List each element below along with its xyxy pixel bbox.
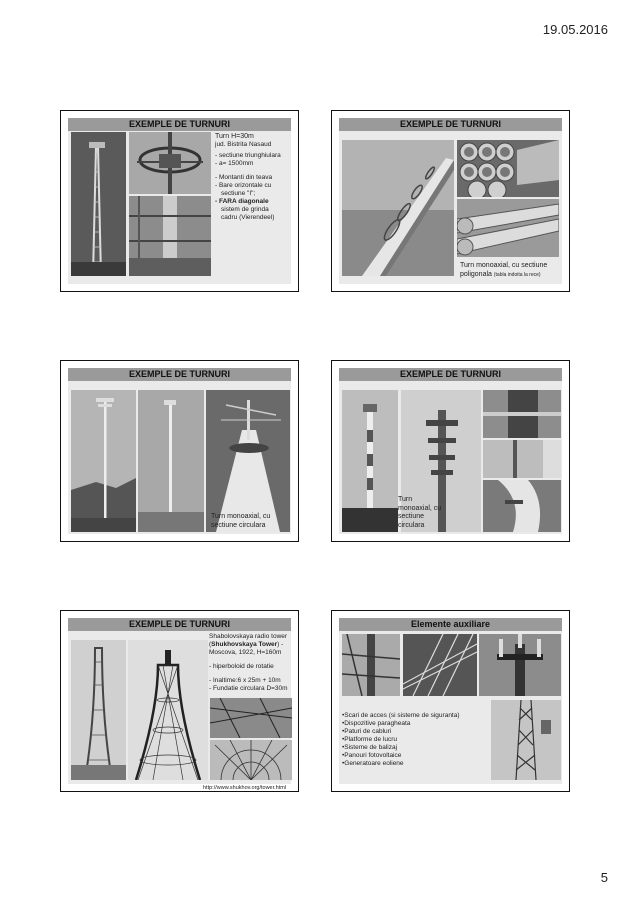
slide-6-list (342, 712, 492, 768)
photo-lattice-tower (71, 132, 126, 276)
source-url[interactable]: http://www.shukhov.org/tower.html (203, 785, 287, 791)
slide-2-title: EXEMPLE DE TURNURI (339, 118, 562, 131)
text-line: Turn H=30m (215, 133, 254, 140)
slide-2-caption (460, 262, 560, 279)
list-item: •Platforme de lucru (342, 736, 398, 743)
slide-1-title: EXEMPLE DE TURNURI (68, 118, 291, 131)
photo-lamp-mast-1 (71, 390, 136, 532)
slide-6-body (339, 618, 562, 784)
text-fragment: ) - (277, 641, 284, 648)
page-number: 5 (600, 870, 608, 885)
photo-striped-mast (342, 390, 398, 532)
text-line: - FARA diagonale (215, 198, 269, 205)
text-line: sectiune "I"; (221, 190, 256, 197)
text-line: - a= 1500mm (215, 160, 254, 167)
list-item: •Scari de acces (si sisteme de siguranta) (342, 712, 460, 719)
slide-2-body (339, 118, 562, 284)
slide-1 (60, 110, 299, 292)
text-line: jud. Bistrita Nasaud (215, 141, 272, 148)
slide-6-title: Elemente auxiliare (339, 618, 562, 631)
photo-shukhov-tower (71, 640, 126, 780)
slide-6 (331, 610, 570, 792)
text-line: - Montanti din teava (215, 174, 273, 181)
photo-cable-tray (403, 634, 477, 696)
date: 19.05.2016 (542, 22, 608, 37)
slide-2 (331, 110, 570, 292)
text-line: sistem de grinda (221, 206, 269, 213)
slide-1-body (68, 118, 291, 284)
tower-name: Shukhovskaya Tower (211, 641, 278, 648)
slide-3-caption: Turn monoaxial, cu sectiune circulara (211, 513, 271, 529)
text-line: Shabolovskaya radio tower (209, 633, 288, 640)
slide-5-title: EXEMPLE DE TURNURI (68, 618, 291, 631)
photo-monopole-sky (342, 140, 454, 276)
photo-pipes-stack (457, 140, 559, 197)
slide-4-title: EXEMPLE DE TURNURI (339, 368, 562, 381)
photo-shukhov-inside (210, 740, 292, 780)
photo-shukhov-detail (128, 640, 208, 780)
slide-5-body (68, 618, 291, 791)
text-line: - Bare orizontale cu (215, 182, 272, 189)
text-line: Moscova, 1922, H=160m (209, 649, 282, 656)
list-item: •Sisteme de balizaj (342, 744, 398, 751)
photo-platform-detail (483, 390, 561, 438)
caption-main: Turn monoaxial, cu sectiune poligonala (460, 262, 548, 278)
slide-3-body (68, 368, 291, 534)
slide-3-title: EXEMPLE DE TURNURI (68, 368, 291, 381)
list-item: •Panouri fotovoltaice (342, 752, 402, 759)
slide-1-text (215, 133, 290, 222)
photo-tower-top (129, 132, 211, 194)
list-item: •Generatoare eoliene (342, 760, 404, 767)
photo-shukhov-rings (210, 698, 292, 738)
photo-curved-shaft (483, 480, 561, 532)
list-item: •Dispozitive paragheata (342, 720, 411, 727)
slide-4 (331, 360, 570, 542)
list-item: •Paturi de cabluri (342, 728, 392, 735)
text-line: - Inaltime:6 x 25m + 10m (209, 677, 281, 684)
photo-conical-tower (206, 390, 290, 532)
slide-4-caption: Turn monoaxial, cu sectiune circulara (398, 496, 442, 529)
text-line: - sectiune triunghiulara (215, 152, 281, 159)
photo-shaft-detail (483, 440, 561, 478)
text-line: - hiperboloid de rotatie (209, 663, 274, 670)
photo-lattice-mast (491, 700, 561, 780)
text-line (209, 641, 293, 649)
caption-note: (tabla indoita la rece) (493, 271, 541, 278)
photo-antenna-platform (479, 634, 561, 696)
slide-5-text (209, 633, 293, 693)
photo-pipes-polygonal (457, 199, 559, 257)
slide-5 (60, 610, 299, 792)
photo-tower-base (129, 196, 211, 276)
text-line: cadru (Vierendeel) (221, 214, 275, 221)
slide-4-body (339, 368, 562, 534)
text-line: - Fundatie circulara D=30m (209, 685, 288, 692)
text-fragment: ( (209, 641, 212, 648)
slide-3 (60, 360, 299, 542)
photo-ladder-detail (342, 634, 400, 696)
photo-lamp-mast-2 (138, 390, 204, 532)
